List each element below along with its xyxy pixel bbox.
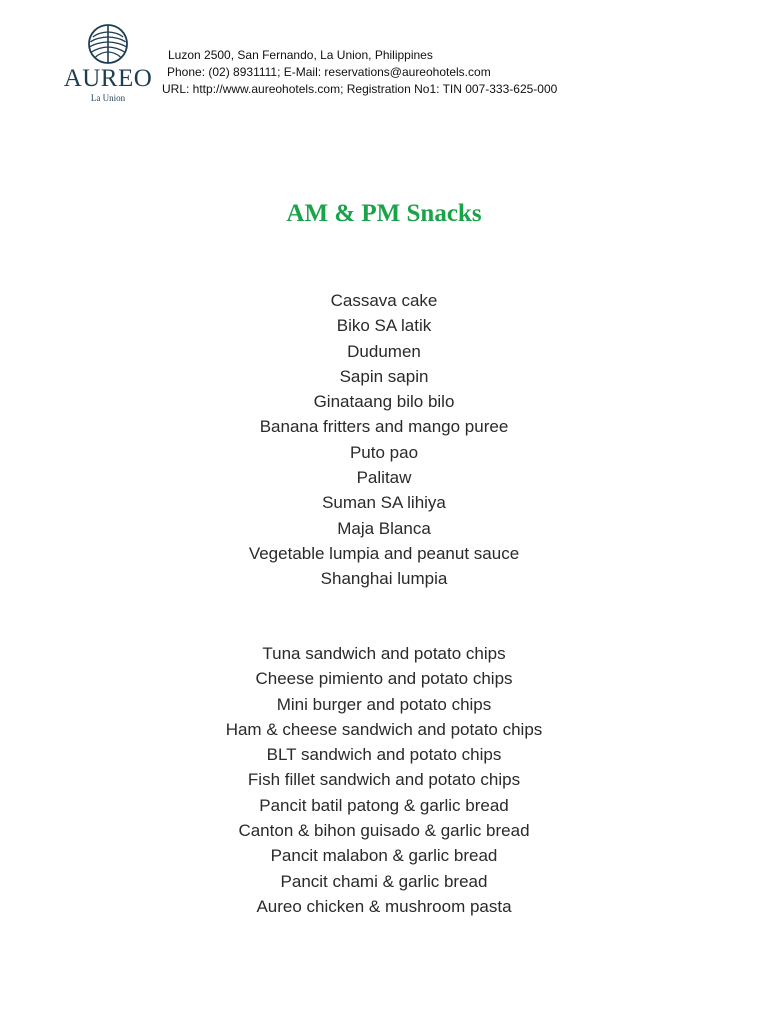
menu-list-native-snacks	[0, 288, 768, 592]
menu-item: Pancit chami & garlic bread	[280, 871, 488, 891]
menu-item: Pancit batil patong & garlic bread	[259, 795, 509, 815]
menu-item: Pancit malabon & garlic bread	[270, 846, 498, 866]
logo-location: La Union	[90, 93, 126, 103]
menu-item: Dudumen	[347, 341, 421, 361]
logo-wordmark: AUREO	[63, 65, 153, 92]
menu-item: Banana fritters and mango puree	[259, 417, 509, 437]
menu-item: Cassava cake	[330, 291, 438, 310]
hotel-logo	[58, 22, 158, 106]
menu-item: Maja Blanca	[337, 518, 431, 538]
menu-item: Tuna sandwich and potato chips	[262, 644, 506, 663]
page-title: AM & PM Snacks	[286, 200, 482, 227]
menu-item: Cheese pimiento and potato chips	[255, 669, 513, 689]
menu-item: Ginataang bilo bilo	[313, 392, 455, 412]
menu-item: Suman SA lihiya	[322, 493, 446, 513]
menu-item: BLT sandwich and potato chips	[266, 745, 502, 765]
menu-item: Fish fillet sandwich and potato chips	[247, 770, 521, 790]
tree-emblem-icon	[86, 22, 130, 66]
address-line: Luzon 2500, San Fernando, La Union, Philippines	[168, 48, 433, 62]
menu-item: Aureo chicken & mushroom pasta	[256, 896, 512, 916]
menu-item: Puto pao	[349, 442, 419, 462]
menu-item: Biko SA latik	[336, 316, 432, 336]
menu-item: Mini burger and potato chips	[276, 694, 492, 714]
menu-item: Canton & bihon guisado & garlic bread	[238, 821, 530, 841]
contact-block	[162, 47, 557, 98]
menu-item: Palitaw	[356, 468, 412, 488]
menu-item: Shanghai lumpia	[320, 569, 448, 589]
menu-item: Vegetable lumpia and peanut sauce	[248, 543, 520, 563]
phone-email-line: Phone: (02) 8931111; E-Mail: reservations@aureohotels.com	[167, 65, 491, 79]
url-registration-line: URL: http://www.aureohotels.com; Registration No1: TIN 007-333-625-000	[162, 82, 558, 96]
menu-item: Sapin sapin	[339, 366, 429, 386]
menu-item: Ham & cheese sandwich and potato chips	[225, 719, 543, 739]
menu-list-sandwiches-pasta	[0, 641, 768, 919]
